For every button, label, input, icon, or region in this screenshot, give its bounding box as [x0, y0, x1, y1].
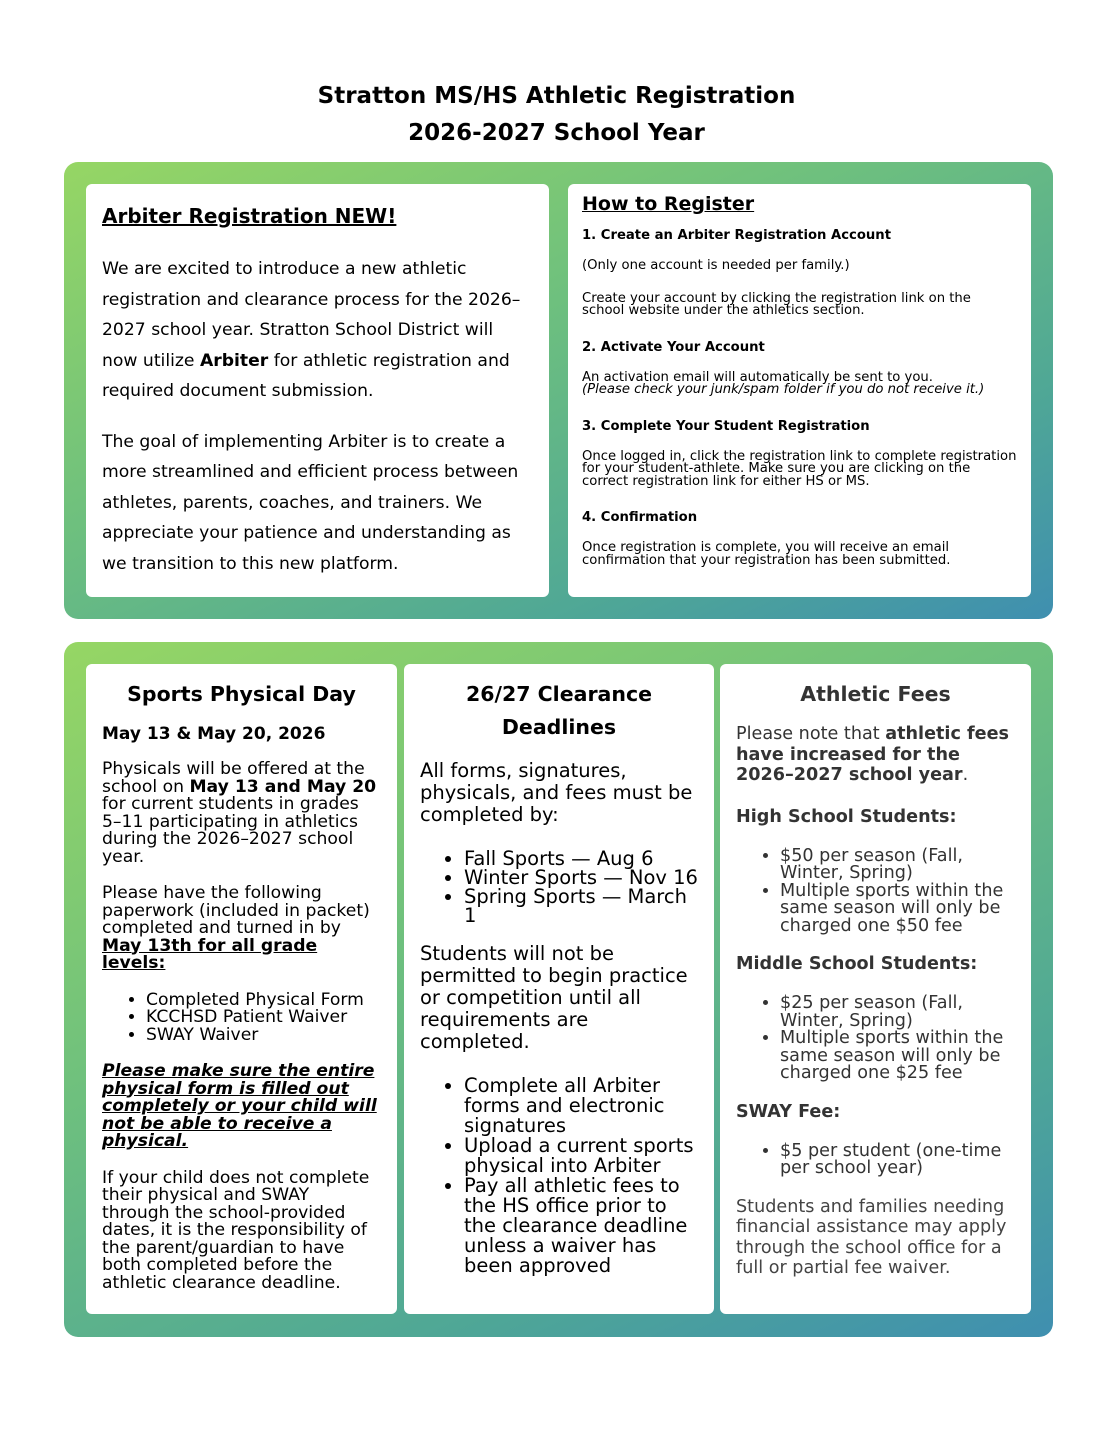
step-3-text: Once logged in, click the registration link to complete registration for your student-athlete. Make sure you are clicking on the correct registration link for either HS or MS.	[582, 448, 1017, 489]
how-to-register-card	[568, 184, 1031, 597]
clearance-card	[404, 664, 714, 1314]
step-3-title: 3. Complete Your Student Registration	[582, 418, 870, 434]
step-1-note: (Only one account is needed per family.)	[582, 258, 850, 273]
list-item: • Completed Physical Form	[146, 992, 381, 1010]
physical-paragraph-1: Physicals will be offered at the school on May 13 and May 20 for current students in grades 5–11 participating in athletics during the 2026–2027 school year.	[102, 759, 377, 867]
clearance-intro: All forms, signatures, physicals, and fees must be completed by:	[420, 759, 693, 826]
step-4-title: 4. Confirmation	[582, 510, 698, 525]
list-item: • $5 per student (one-time per school year)	[780, 1143, 1015, 1178]
list-item: • Winter Sports — Nov 16	[464, 868, 698, 887]
list-item: • $50 per season (Fall, Winter, Spring)	[780, 848, 1015, 883]
list-item: • Upload a current sports physical into Arbiter	[464, 1136, 698, 1176]
list-item: • Multiple sports within the same season will only be charged one $25 fee	[780, 1030, 1015, 1083]
physical-date: May 13 & May 20, 2026	[102, 724, 326, 744]
athletic-fees-card	[720, 664, 1031, 1314]
physical-paragraph-3: If your child does not complete their physical and SWAY through the school-provided dates, it is the responsibility of the parent/guardian to have both completed before the athletic clearance deadline.	[102, 1167, 370, 1293]
title-line-2: 2026-2027 School Year	[408, 120, 705, 146]
list-item: • KCCHSD Patient Waiver	[146, 1009, 381, 1027]
sway-fee-list	[736, 1140, 1015, 1178]
sway-fee-heading: SWAY Fee:	[736, 1101, 841, 1122]
intro-heading: Arbiter Registration NEW!	[102, 204, 397, 228]
page-title	[0, 78, 1113, 152]
list-item: • Pay all athletic fees to the HS office prior to the clearance deadline unless a waiver has been approved	[464, 1176, 698, 1276]
step-2-title: 2. Activate Your Account	[582, 339, 765, 355]
bottom-panel	[64, 642, 1053, 1337]
list-item: • SWAY Waiver	[146, 1027, 381, 1045]
clearance-heading: 26/27 Clearance Deadlines	[465, 682, 653, 739]
intro-paragraph-2: The goal of implementing Arbiter is to create a more streamlined and efficient process between athletes, parents, coaches, and trainers. We appreciate your patience and understanding as we transition to this new platform.	[102, 431, 519, 574]
physical-heading: Sports Physical Day	[127, 682, 356, 706]
financial-assistance-note: Students and families needing financial assistance may apply through the school office for a full or partial fee waiver.	[736, 1196, 1007, 1278]
fees-heading: Athletic Fees	[800, 682, 951, 706]
title-line-1: Stratton MS/HS Athletic Registration	[317, 83, 796, 109]
arbiter-bold: Arbiter	[199, 350, 269, 371]
list-item: • Complete all Arbiter forms and electronic signatures	[464, 1076, 698, 1136]
ms-fees-list	[736, 995, 1015, 1083]
how-heading: How to Register	[582, 193, 755, 215]
list-item: • Multiple sports within the same season will only be charged one $50 fee	[780, 883, 1015, 936]
step-1-title: 1. Create an Arbiter Registration Account	[582, 228, 891, 243]
intro-paragraph-1: We are excited to introduce a new athletic registration and clearance process for the 2026–2027 school year. Stratton School District will now utilize Arbiter for athletic registration and required document submission.	[102, 259, 521, 401]
fees-note: Please note that athletic fees have increased for the 2026–2027 school year.	[736, 724, 1010, 785]
step-4-text: Once registration is complete, you will receive an email confirmation that your registration has been submitted.	[582, 540, 951, 568]
deadline-list	[420, 849, 698, 925]
step-2-text: An activation email will automatically be sent to you. (Please check your junk/spam folder if you do not receive it.)	[582, 369, 985, 397]
list-item: • $25 per season (Fall, Winter, Spring)	[780, 995, 1015, 1030]
intro-card	[86, 184, 549, 597]
list-item: • Fall Sports — Aug 6	[464, 849, 698, 868]
step-1-text: Create your account by clicking the registration link on the school website under the athletics section.	[582, 290, 971, 318]
sports-physical-card	[86, 664, 397, 1314]
ms-fees-heading: Middle School Students:	[736, 954, 978, 974]
hs-fees-list	[736, 845, 1015, 936]
physical-warning: Please make sure the entire physical form is filled out completely or your child will not be able to receive a physical.	[102, 1061, 377, 1151]
requirement-list	[420, 1076, 698, 1276]
clearance-paragraph-2: Students will not be permitted to begin practice or competition until all requirements are completed.	[420, 942, 688, 1053]
list-item: • Spring Sports — March 1	[464, 887, 698, 925]
top-panel	[64, 162, 1053, 619]
hs-fees-heading: High School Students:	[736, 806, 957, 827]
paperwork-list	[102, 989, 381, 1045]
physical-paragraph-2: Please have the following paperwork (included in packet) completed and turned in by May 13th for all grade levels:	[102, 883, 370, 973]
